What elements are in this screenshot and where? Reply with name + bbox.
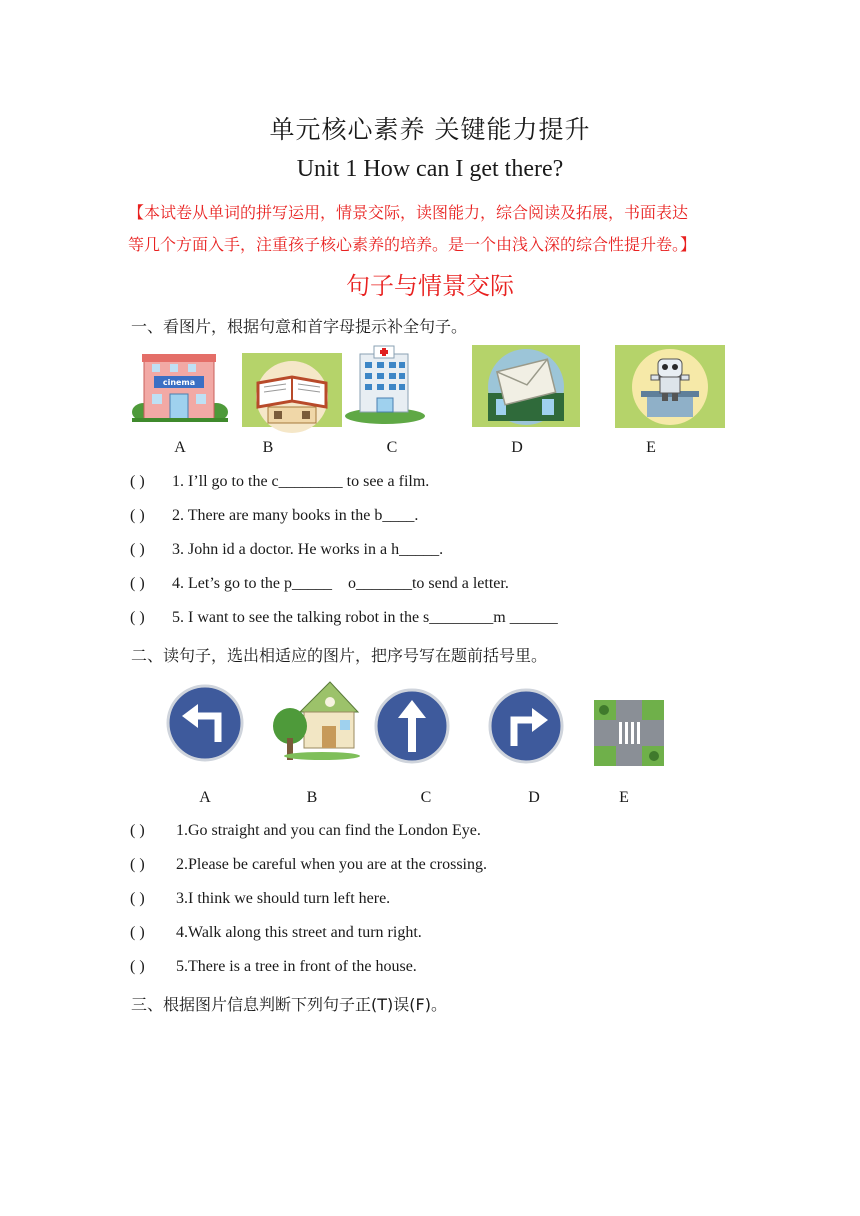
part1-letter-b: B bbox=[262, 439, 274, 456]
answer-blank[interactable]: ( ) bbox=[130, 958, 145, 975]
answer-blank[interactable]: ( ) bbox=[130, 541, 145, 558]
cinema-sign-text: cinema bbox=[162, 378, 196, 387]
part1-letter-d: D bbox=[511, 439, 523, 456]
answer-blank[interactable]: ( ) bbox=[130, 822, 145, 839]
part1-heading: 一、看图片，根据句意和首字母提示补全句子。 bbox=[131, 317, 468, 336]
part2-letter-d: D bbox=[528, 789, 540, 806]
answer-blank[interactable]: ( ) bbox=[130, 575, 145, 592]
science-museum-icon bbox=[615, 345, 725, 428]
answer-blank[interactable]: ( ) bbox=[130, 890, 145, 907]
part3-heading: 三、根据图片信息判断下列句子正(T)误(F)。 bbox=[131, 995, 447, 1014]
page-title: 单元核心素养 关键能力提升 bbox=[269, 115, 591, 144]
part2-question-2: ( ) 2.Please be careful when you are at the crossing. bbox=[130, 856, 487, 873]
part1-question-4: ( ) 4. Let’s go to the p_____ o_______to send a letter. bbox=[130, 575, 509, 592]
part2-letter-b: B bbox=[306, 789, 318, 806]
part2-question-5: ( ) 5.There is a tree in front of the house. bbox=[130, 958, 417, 975]
part2-question-4: ( ) 4.Walk along this street and turn right. bbox=[130, 924, 422, 941]
section-title: 句子与情景交际 bbox=[346, 272, 514, 300]
go-straight-sign-icon bbox=[374, 688, 450, 764]
answer-blank[interactable]: ( ) bbox=[130, 856, 145, 873]
post-office-icon bbox=[472, 345, 580, 427]
part1-question-1: ( ) 1. I’ll go to the c________ to see a film. bbox=[130, 473, 430, 490]
part1-letter-a: A bbox=[174, 439, 186, 456]
answer-blank[interactable]: ( ) bbox=[130, 507, 145, 524]
part2-question-1: ( ) 1.Go straight and you can find the London Eye. bbox=[130, 822, 481, 839]
part2-question-3: ( ) 3.I think we should turn left here. bbox=[130, 890, 391, 907]
house-with-tree-icon bbox=[272, 676, 362, 764]
answer-blank[interactable]: ( ) bbox=[130, 473, 145, 490]
bookstore-icon bbox=[242, 353, 342, 427]
part1-question-3: ( ) 3. John id a doctor. He works in a h_____. bbox=[130, 541, 444, 558]
part1-letter-e: E bbox=[646, 439, 656, 456]
crossing-icon bbox=[594, 700, 664, 766]
hospital-icon bbox=[344, 346, 426, 426]
part2-letter-e: E bbox=[619, 789, 629, 806]
part2-letter-a: A bbox=[199, 789, 211, 806]
intro-line-1: 【本试卷从单词的拼写运用，情景交际，读图能力，综合阅读及拓展，书面表达 bbox=[128, 203, 689, 222]
part2-heading: 二、读句子，选出相适应的图片，把序号写在题前括号里。 bbox=[131, 646, 548, 665]
intro-line-2: 等几个方面入手，注重孩子核心素养的培养。是一个由浅入深的综合性提升卷。】 bbox=[128, 235, 697, 254]
turn-right-sign-icon bbox=[488, 688, 564, 764]
cinema-icon bbox=[130, 352, 230, 426]
part2-letter-c: C bbox=[420, 789, 432, 806]
answer-blank[interactable]: ( ) bbox=[130, 924, 145, 941]
part1-question-2: ( ) 2. There are many books in the b____. bbox=[130, 507, 419, 524]
part1-question-5: ( ) 5. I want to see the talking robot in the s________m ______ bbox=[130, 609, 558, 626]
answer-blank[interactable]: ( ) bbox=[130, 609, 145, 626]
turn-left-sign-icon bbox=[166, 684, 244, 762]
part1-letter-c: C bbox=[386, 439, 398, 456]
unit-title: Unit 1 How can I get there? bbox=[296, 156, 564, 182]
